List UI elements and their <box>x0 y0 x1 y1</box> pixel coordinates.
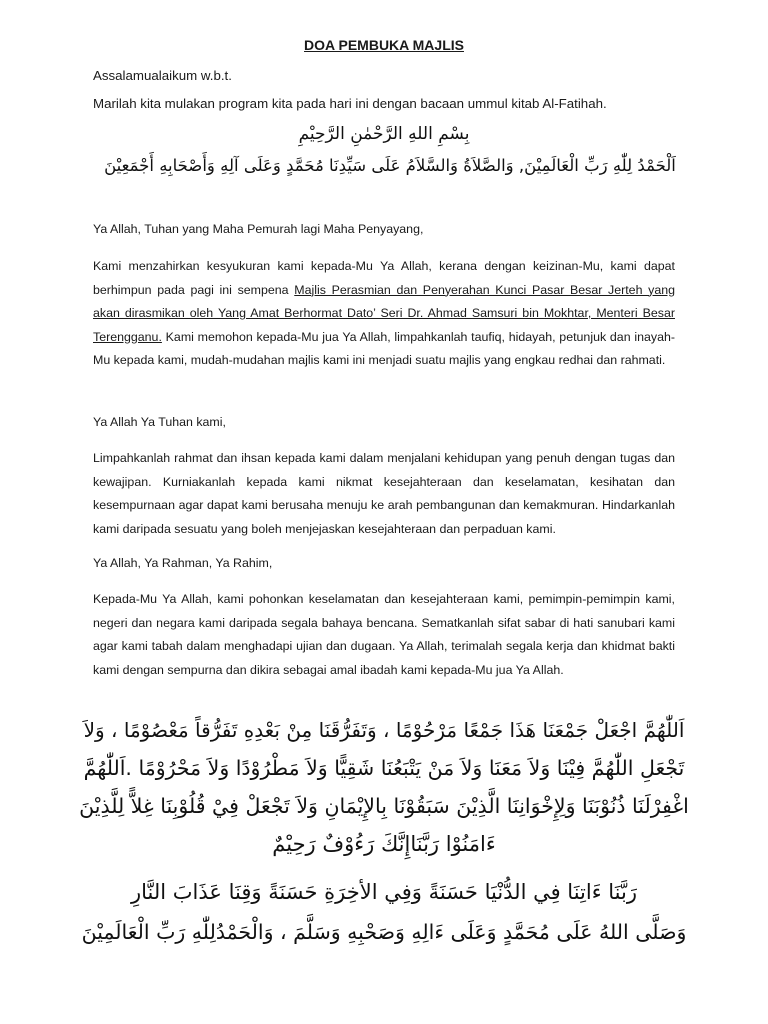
paragraph-1-after: Kami memohon kepada-Mu jua Ya Allah, limpahkanlah taufiq, hidayah, petunjuk dan inayah-Mu kepada kami, mudah-mudahan majlis kami ini menjadi suatu majlis yang engkau redhai dan rahmati. <box>93 329 675 367</box>
closing-line-2: وَصَلَّى اللهُ عَلَى مُحَمَّدٍ وَعَلَى ءَالِهِ وَصَحْبِهِ وَسَلَّمَ ، وَالْحَمْدُلِلّٰهِ رَبِّ الْعَالَمِيْنَ <box>81 920 687 944</box>
address-3: Ya Allah, Ya Rahman, Ya Rahim, <box>93 556 273 570</box>
paragraph-1 <box>93 255 675 373</box>
paragraph-1-before: Kami menzahirkan kesyukuran kami kepada-Mu Ya Allah, kerana dengan keizinan-Mu, kami dapat berhimpun pada pagi ini sempena <box>93 259 675 297</box>
document-title: DOA PEMBUKA MAJLIS <box>304 37 464 53</box>
hamd-arabic: اَلْحَمْدُ لِلّٰهِ رَبِّ الْعَالَمِيْنَ, وَالصَّلاَةُ وَالسَّلاَمُ عَلَى سَيِّدِنَا مُحَمَّدٍ وَعَلَى آلِهِ وَأَصْحَابِهِ أَجْمَعِيْنَ <box>104 156 676 175</box>
intro-text: Marilah kita mulakan program kita pada hari ini dengan bacaan ummul kitab Al-Fatihah. <box>93 96 607 111</box>
paragraph-2: Limpahkanlah rahmat dan ihsan kepada kami dalam menjalani kehidupan yang penuh dengan tugas dan kewajipan. Kurniakanlah kepada kami nikmat kesejahteraan dan keselamatan, kesihatan dan kesempurnaan agar dapat kami berusaha menuju ke arah pembangunan dan kemakmuran. Hindarkanlah kami daripada sesuatu yang boleh menjejaskan kesejahteraan dan perpaduan kami. <box>93 451 675 536</box>
address-2: Ya Allah Ya Tuhan kami, <box>93 415 226 429</box>
dua-line-3: اغْفِرْلَنَا ذُنُوْبَنَا وَلِإِخْوَانِنَا الَّذِيْنَ سَبَقُوْنَا بِالإِيْمَانِ وَلاَ تَجْعَلْ فِيْ قُلُوْبِنَا غِلاًّ لِلَّذِيْنَ <box>79 794 689 818</box>
paragraph-3: Kepada-Mu Ya Allah, kami pohonkan keselamatan dan kesejahteraan kami, pemimpin-pemimpin kami, negeri dan negara kami daripada segala bahaya bencana. Sematkanlah sifat sabar di hati sanubari kami agar kami tabah dalam menghadapi ujian dan dugaan. Ya Allah, terimalah segala kerja dan khidmat bakti kami dengan sempurna dan dikira sebagai amal ibadah kami kepada-Mu jua Ya Allah. <box>93 592 675 677</box>
paragraph-1-event-name: Majlis Perasmian dan Penyerahan Kunci Pasar Besar Jerteh yang akan dirasmikan oleh Yang Amat Berhormat Dato’ Seri Dr. Ahmad Samsuri bin Mokhtar, Menteri Besar Terengganu. <box>93 282 676 344</box>
greeting-text: Assalamualaikum w.b.t. <box>93 68 232 83</box>
dua-line-1: اَللّٰهُمَّ اجْعَلْ جَمْعَنَا هَذَا جَمْعًا مَرْحُوْمًا ، وَتَفَرُّقَنَا مِنْ بَعْدِهِ تَفَرُّقاً مَعْصُوْمًا ، وَلاَ <box>83 718 685 742</box>
basmala-arabic: بِسْمِ اللهِ الرَّحْمٰنِ الرَّحِيْمِ <box>298 124 470 144</box>
closing-line-1: رَبَّنَا ءَاتِنَا فِي الدُّنْيَا حَسَنَةً وَفِي الأخِرَةِ حَسَنَةً وَقِنَا عَذَابَ النَّارِ <box>130 880 637 904</box>
dua-line-2: تَجْعَلِ اللّٰهُمَّ فِيْنَا وَلاَ مَعَنَا وَلاَ مَنْ يَتْبَعُنَا شَقِيًّا وَلاَ مَطْرُوْدًا وَلاَ مَحْرُوْمًا .اَللّٰهُمَّ <box>83 756 685 780</box>
dua-line-4: ءَامَنُوْا رَبَّنَاإِنَّكَ رَءُوْفٌ رَحِيْمٌ <box>272 832 496 856</box>
address-1: Ya Allah, Tuhan yang Maha Pemurah lagi Maha Penyayang, <box>93 222 424 236</box>
